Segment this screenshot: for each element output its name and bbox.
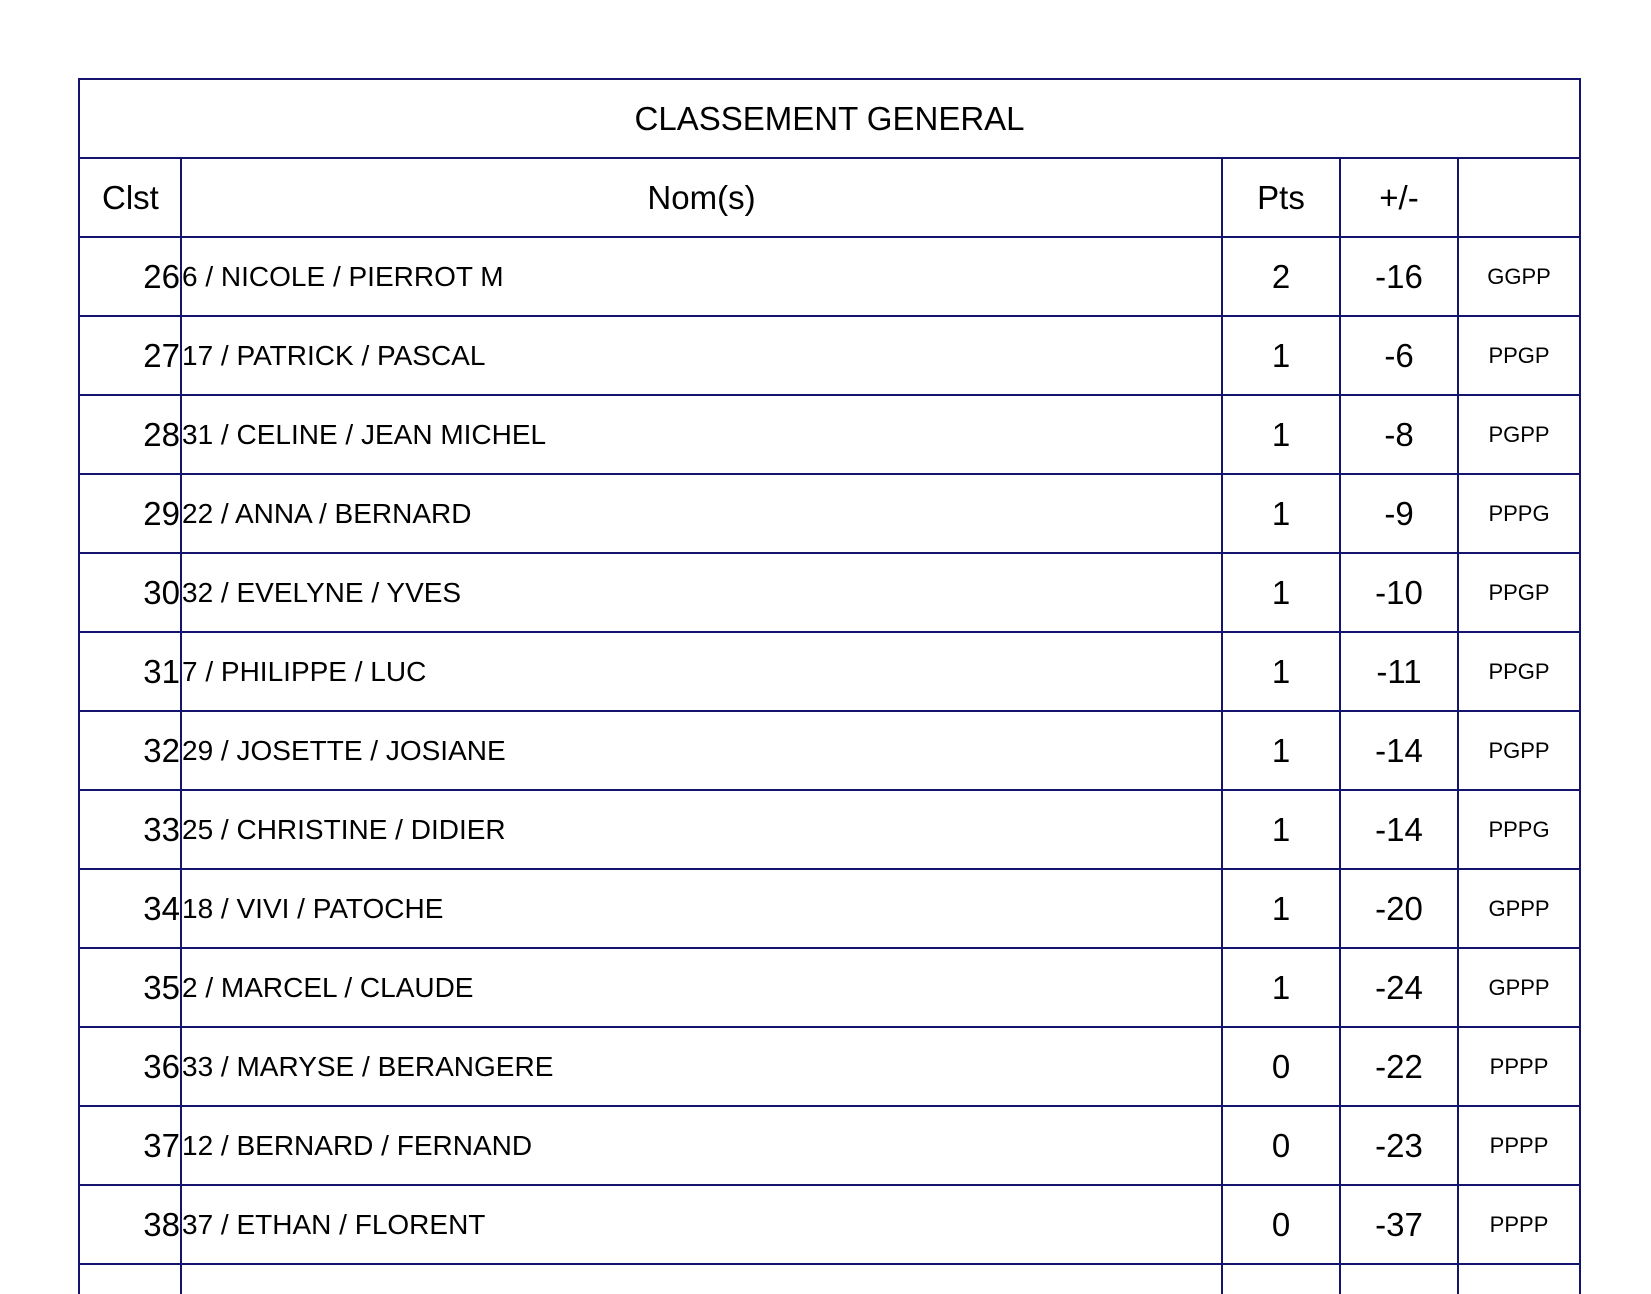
names-cell: 18 / VIVI / PATOCHE bbox=[181, 869, 1222, 948]
table-row bbox=[79, 790, 1580, 869]
table-row bbox=[79, 869, 1580, 948]
pts-cell: 1 bbox=[1222, 790, 1340, 869]
pts-cell: 1 bbox=[1222, 948, 1340, 1027]
table-row bbox=[79, 553, 1580, 632]
pts-cell: 0 bbox=[1222, 1027, 1340, 1106]
diff-cell: -14 bbox=[1340, 711, 1458, 790]
results-cell: GGPP bbox=[1458, 237, 1580, 316]
results-cell: GPPP bbox=[1458, 869, 1580, 948]
names-cell: 37 / ETHAN / FLORENT bbox=[181, 1185, 1222, 1264]
pts-cell: 1 bbox=[1222, 553, 1340, 632]
results-cell: PPPP bbox=[1458, 1106, 1580, 1185]
pts-cell: 1 bbox=[1222, 711, 1340, 790]
names-cell: 22 / ANNA / BERNARD bbox=[181, 474, 1222, 553]
table-row bbox=[79, 1027, 1580, 1106]
table-row bbox=[79, 237, 1580, 316]
standings-sheet bbox=[78, 78, 1579, 1294]
rank-cell: 28 bbox=[79, 395, 181, 474]
results-cell: GPPP bbox=[1458, 948, 1580, 1027]
pts-cell: 1 bbox=[1222, 474, 1340, 553]
empty-cell bbox=[1340, 1264, 1458, 1294]
diff-cell: -37 bbox=[1340, 1185, 1458, 1264]
header-results bbox=[1458, 158, 1580, 237]
names-cell: 12 / BERNARD / FERNAND bbox=[181, 1106, 1222, 1185]
standings-table bbox=[78, 78, 1581, 1294]
names-cell: 6 / NICOLE / PIERROT M bbox=[181, 237, 1222, 316]
names-cell: 32 / EVELYNE / YVES bbox=[181, 553, 1222, 632]
pts-cell: 2 bbox=[1222, 237, 1340, 316]
pts-cell: 1 bbox=[1222, 632, 1340, 711]
names-cell: 29 / JOSETTE / JOSIANE bbox=[181, 711, 1222, 790]
results-cell: PGPP bbox=[1458, 395, 1580, 474]
table-row bbox=[79, 395, 1580, 474]
diff-cell: -23 bbox=[1340, 1106, 1458, 1185]
rank-cell: 27 bbox=[79, 316, 181, 395]
title-row bbox=[79, 79, 1580, 158]
empty-cell bbox=[1222, 1264, 1340, 1294]
diff-cell: -6 bbox=[1340, 316, 1458, 395]
diff-cell: -8 bbox=[1340, 395, 1458, 474]
rank-cell: 37 bbox=[79, 1106, 181, 1185]
diff-cell: -22 bbox=[1340, 1027, 1458, 1106]
rank-cell: 32 bbox=[79, 711, 181, 790]
empty-cell bbox=[181, 1264, 1222, 1294]
rank-cell: 35 bbox=[79, 948, 181, 1027]
rank-cell: 33 bbox=[79, 790, 181, 869]
header-names: Nom(s) bbox=[181, 158, 1222, 237]
table-row bbox=[79, 316, 1580, 395]
diff-cell: -20 bbox=[1340, 869, 1458, 948]
header-row bbox=[79, 158, 1580, 237]
header-rank: Clst bbox=[79, 158, 181, 237]
rank-cell: 34 bbox=[79, 869, 181, 948]
pts-cell: 0 bbox=[1222, 1106, 1340, 1185]
table-row bbox=[79, 632, 1580, 711]
results-cell: PPPP bbox=[1458, 1185, 1580, 1264]
pts-cell: 1 bbox=[1222, 316, 1340, 395]
table-row bbox=[79, 474, 1580, 553]
diff-cell: -24 bbox=[1340, 948, 1458, 1027]
table-row bbox=[79, 948, 1580, 1027]
table-row bbox=[79, 1185, 1580, 1264]
empty-cell bbox=[1458, 1264, 1580, 1294]
diff-cell: -16 bbox=[1340, 237, 1458, 316]
results-cell: PGPP bbox=[1458, 711, 1580, 790]
pts-cell: 1 bbox=[1222, 395, 1340, 474]
names-cell: 17 / PATRICK / PASCAL bbox=[181, 316, 1222, 395]
table-row-empty bbox=[79, 1264, 1580, 1294]
diff-cell: -14 bbox=[1340, 790, 1458, 869]
names-cell: 25 / CHRISTINE / DIDIER bbox=[181, 790, 1222, 869]
table-row bbox=[79, 1106, 1580, 1185]
pts-cell: 1 bbox=[1222, 869, 1340, 948]
rank-cell: 26 bbox=[79, 237, 181, 316]
results-cell: PPGP bbox=[1458, 632, 1580, 711]
results-cell: PPPP bbox=[1458, 1027, 1580, 1106]
diff-cell: -11 bbox=[1340, 632, 1458, 711]
page-title: CLASSEMENT GENERAL bbox=[79, 79, 1580, 158]
table-row bbox=[79, 711, 1580, 790]
results-cell: PPPG bbox=[1458, 790, 1580, 869]
empty-cell bbox=[79, 1264, 181, 1294]
diff-cell: -9 bbox=[1340, 474, 1458, 553]
results-cell: PPGP bbox=[1458, 553, 1580, 632]
diff-cell: -10 bbox=[1340, 553, 1458, 632]
rank-cell: 29 bbox=[79, 474, 181, 553]
names-cell: 7 / PHILIPPE / LUC bbox=[181, 632, 1222, 711]
names-cell: 2 / MARCEL / CLAUDE bbox=[181, 948, 1222, 1027]
results-cell: PPGP bbox=[1458, 316, 1580, 395]
header-diff: +/- bbox=[1340, 158, 1458, 237]
rank-cell: 38 bbox=[79, 1185, 181, 1264]
pts-cell: 0 bbox=[1222, 1185, 1340, 1264]
names-cell: 33 / MARYSE / BERANGERE bbox=[181, 1027, 1222, 1106]
header-points: Pts bbox=[1222, 158, 1340, 237]
rank-cell: 30 bbox=[79, 553, 181, 632]
results-cell: PPPG bbox=[1458, 474, 1580, 553]
rank-cell: 31 bbox=[79, 632, 181, 711]
rank-cell: 36 bbox=[79, 1027, 181, 1106]
names-cell: 31 / CELINE / JEAN MICHEL bbox=[181, 395, 1222, 474]
